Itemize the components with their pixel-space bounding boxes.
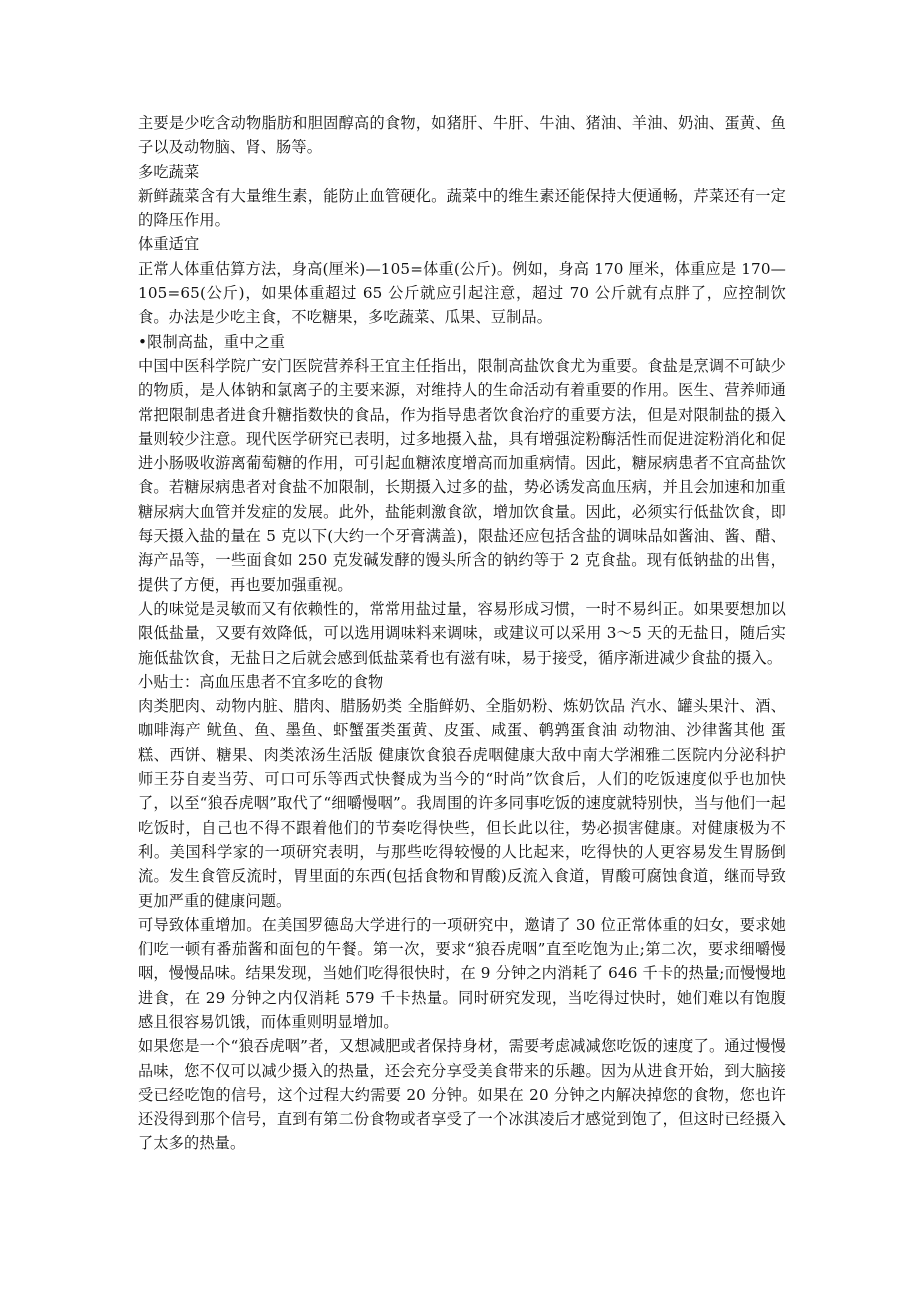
paragraph-salt-limit: 中国中医科学院广安门医院营养科王宜主任指出，限制高盐饮食尤为重要。食盐是烹调不可缺少的物质，是人体钠和氯离子的主要来源，对维持人的生命活动有着重要的作用。医生、营养师通常把限制患者进食升糖指数快的食品，作为指导患者饮食治疗的重要方法，但是对限制盐的摄入量则较少注意。现代医学研究已表明，过多地摄入盐，具有增强淀粉酶活性而促进淀粉消化和促进小肠吸收游离葡萄糖的作用，可引起血糖浓度增高而加重病情。因此，糖尿病患者不宜高盐饮食。若糖尿病患者对食盐不加限制，长期摄入过多的盐，势必诱发高血压病，并且会加速和加重糖尿病大血管并发症的发展。此外，盐能刺激食欲，增加饮食量。因此，必须实行低盐饮食，即每天摄入盐的量在 5 克以下(大约一个牙膏满盖)，限盐还应包括含盐的调味品如酱油、酱、醋、海产品等，一些面食如 250 克发碱发酵的馒头所含的钠约等于 2 克食盐。现有低钠盐的出售，提供了方便，再也要加强重视。	[138, 356, 786, 594]
heading-eat-vegetables: 多吃蔬菜	[138, 162, 200, 181]
paragraph-weight-gain-study: 可导致体重增加。在美国罗德岛大学进行的一项研究中，邀请了 30 位正常体重的妇女，要求她们吃一顿有番茄酱和面包的午餐。第一次，要求“狼吞虎咽”直至吃饱为止;第二次，要求细嚼慢咽，慢慢品味。结果发现，当她们吃得很快时，在 9 分钟之内消耗了 646 千卡的热量;而慢慢地进食，在 29 分钟之内仅消耗 579 千卡热量。同时研究发现，当吃得过快时，她们难以有饱腹感且很容易饥饿，而体重则明显增加。	[138, 915, 786, 1031]
paragraph-vegetables: 新鲜蔬菜含有大量维生素，能防止血管硬化。蔬菜中的维生素还能保持大便通畅，芹菜还有一定的降压作用。	[138, 186, 786, 230]
paragraph-weight-estimate: 正常人体重估算方法，身高(厘米)—105=体重(公斤)。例如，身高 170 厘米，体重应是 170—105=65(公斤)，如果体重超过 65 公斤就应引起注意，超过 70 公斤就有点胖了，应控制饮食。办法是少吃主食，不吃糖果，多吃蔬菜、瓜果、豆制品。	[138, 259, 786, 327]
paragraph-low-fat-intro: 主要是少吃含动物脂肪和胆固醇高的食物，如猪肝、牛肝、牛油、猪油、羊油、奶油、蛋黄、鱼子以及动物脑、肾、肠等。	[138, 114, 786, 157]
heading-weight-appropriate: 体重适宜	[138, 235, 200, 254]
heading-limit-salt: •限制高盐，重中之重	[138, 332, 286, 351]
paragraph-slow-eating-advice: 如果您是一个“狼吞虎咽”者，又想减肥或者保持身材，需要考虑减减您吃饭的速度了。通过慢慢品味，您不仅可以减少摄入的热量，还会充分享受美食带来的乐趣。因为从进食开始，到大脑接受已经吃饱的信号，这个过程大约需要 20 分钟。如果在 20 分钟之内解决掉您的食物，您也许还没得到那个信号，直到有第二份食物或者享受了一个冰淇凌后才感觉到饱了，但这时已经摄入了太多的热量。	[138, 1037, 786, 1153]
paragraph-food-list-eating-speed: 肉类肥肉、动物内脏、腊肉、腊肠奶类 全脂鲜奶、全脂奶粉、炼奶饮品 汽水、罐头果汁、酒、咖啡海产 鱿鱼、鱼、墨鱼、虾蟹蛋类蛋黄、皮蛋、咸蛋、鹌鹑蛋食油 动物油、沙律酱其他 蛋糕、西饼、糖果、肉类浓汤生活版 健康饮食狼吞虎咽健康大敌中南大学湘雅二医院内分泌科护师王芬自麦当劳、可口可乐等西式快餐成为当今的“时尚”饮食后，人们的吃饭速度似乎也加快了，以至“狼吞虎咽”取代了“细嚼慢咽”。我周围的许多同事吃饭的速度就特别快，当与他们一起吃饭时，自己也不得不跟着他们的节奏吃得快些，但长此以往，势必损害健康。对健康极为不利。美国科学家的一项研究表明，与那些吃得较慢的人比起来，吃得快的人更容易发生胃肠倒流。发生食管反流时，胃里面的东西(包括食物和胃酸)反流入食道，胃酸可腐蚀食道，继而导致更加严重的健康问题。	[138, 697, 786, 910]
document-page	[138, 111, 786, 1156]
heading-tips-foods: 小贴士：高血压患者不宜多吃的食物	[138, 672, 384, 691]
paragraph-taste-habit: 人的味觉是灵敏而又有依赖性的，常常用盐过量，容易形成习惯，一时不易纠正。如果要想加以限低盐量，又要有效降低，可以选用调味料来调味，或建议可以采用 3～5 天的无盐日，随后实施低盐饮食，无盐日之后就会感到低盐菜肴也有滋有味，易于接受，循序渐进减少食盐的摄入。	[138, 599, 786, 667]
